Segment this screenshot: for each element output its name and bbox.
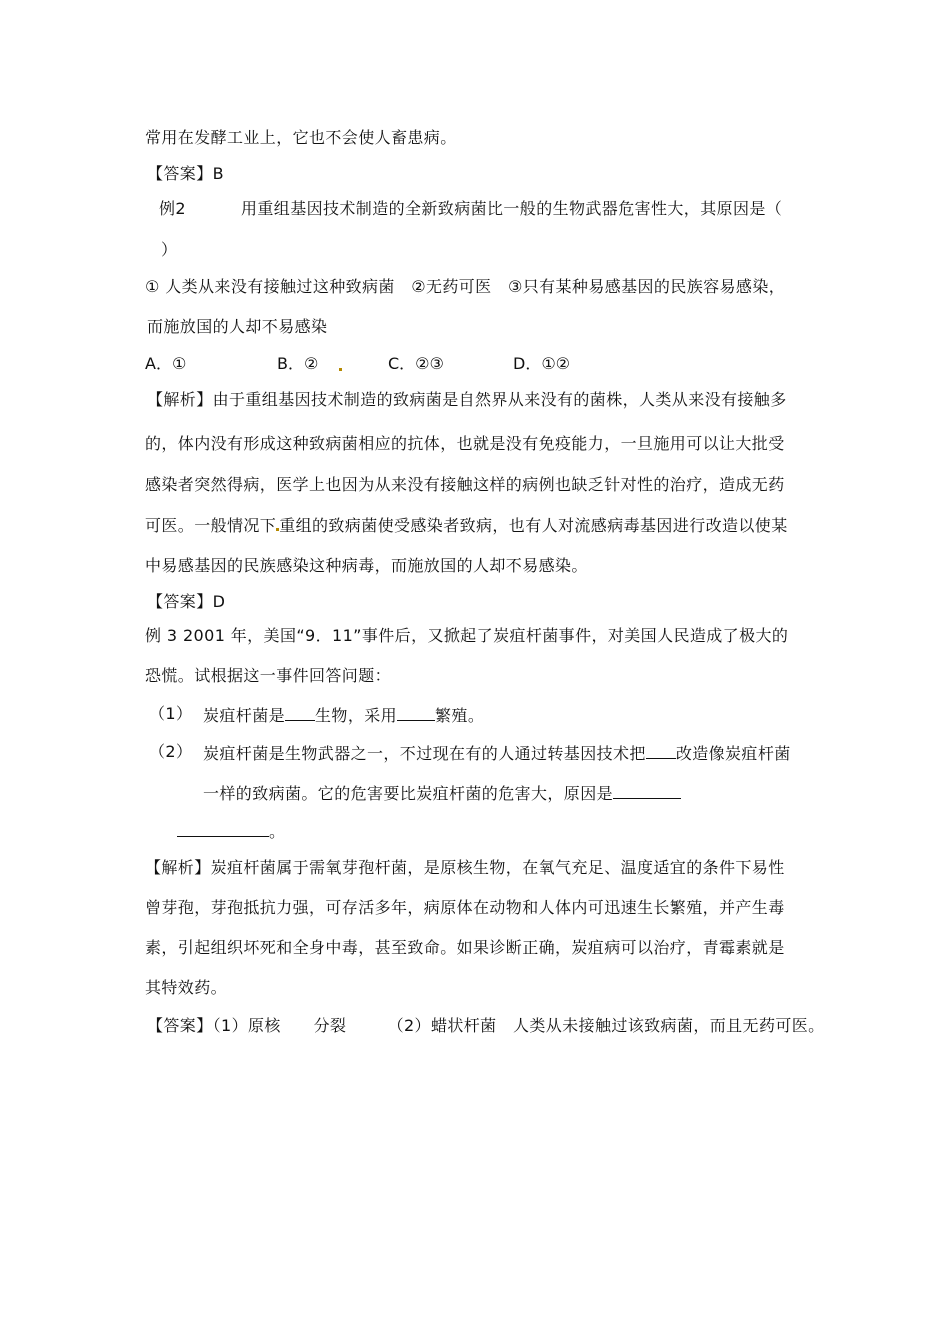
answer-blank[interactable] <box>397 704 435 721</box>
question-line <box>177 820 285 842</box>
analysis-line: 其特效药。 <box>145 978 228 997</box>
analysis-line: 的，体内没有形成这种致病菌相应的抗体，也就是没有免疫能力，一旦施用可以让大批受 <box>145 434 785 453</box>
answer-blank[interactable] <box>646 742 676 759</box>
option-d: D．①② <box>513 354 571 373</box>
question-text: 繁殖。 <box>435 706 485 725</box>
paragraph-line: 常用在发酵工业上，它也不会使人畜患病。 <box>145 128 457 147</box>
question-text: 炭疽杆菌是生物武器之一，不过现在有的人通过转基因技术把 <box>203 744 646 763</box>
question-text: 生物，采用 <box>315 706 398 725</box>
question-line <box>203 742 791 764</box>
question-stem-close: ） <box>161 240 178 259</box>
question-line <box>203 782 681 804</box>
answer-blank[interactable] <box>177 820 269 837</box>
example-line: 例 3 2001 年，美国“9．11”事件后，又掀起了炭疽杆菌事件，对美国人民造成了极大的 <box>145 626 789 645</box>
analysis-text: 重组的致病菌使受感染者致病，也有人对流感病毒基因进行改造以使某 <box>279 516 788 535</box>
analysis-line: 感染者突然得病，医学上也因为从来没有接触这样的病例也缺乏针对性的治疗，造成无药 <box>145 475 785 494</box>
example-line: 恐慌。试根据这一事件回答问题： <box>145 666 392 685</box>
analysis-line: 【解析】由于重组基因技术制造的致病菌是自然界从来没有的菌株，人类从来没有接触多 <box>147 390 787 409</box>
answer-line: 【答案】（1）原核 分裂 （2）蜡状杆菌 人类从未接触过该致病菌，而且无药可医。 <box>147 1016 825 1035</box>
question-number: （1） <box>149 704 193 723</box>
option-c: C．②③ <box>388 354 444 373</box>
analysis-line: 素，引起组织坏死和全身中毒，甚至致命。如果诊断正确，炭疽病可以治疗，青霉素就是 <box>145 938 785 957</box>
question-text: 炭疽杆菌是 <box>203 706 286 725</box>
question-line <box>203 704 484 726</box>
answer-line: 【答案】B <box>147 164 224 183</box>
dot-mark <box>339 368 342 371</box>
analysis-text: 可医。一般情况下 <box>145 516 277 535</box>
question-number: （2） <box>149 742 193 761</box>
choice-items-line: ① 人类从来没有接触过这种致病菌 ②无药可医 ③只有某种易感基因的民族容易感染， <box>145 277 786 296</box>
answer-blank[interactable] <box>613 782 681 799</box>
question-text: 。 <box>269 822 286 841</box>
option-a: A．① <box>145 354 187 373</box>
question-text: 改造像炭疽杆菌 <box>675 744 791 763</box>
option-b: B．② <box>277 354 319 373</box>
example-label: 例2 <box>159 199 186 218</box>
answer-blank[interactable] <box>285 704 315 721</box>
analysis-line: 【解析】炭疽杆菌属于需氧芽孢杆菌，是原核生物，在氧气充足、温度适宜的条件下易性 <box>145 858 785 877</box>
choice-items-line: 而施放国的人却不易感染 <box>147 317 328 336</box>
question-text: 一样的致病菌。它的危害要比炭疽杆菌的危害大，原因是 <box>203 784 614 803</box>
analysis-line: 曾芽孢，芽孢抵抗力强，可存活多年，病原体在动物和人体内可迅速生长繁殖，并产生毒 <box>145 898 785 917</box>
analysis-line: 中易感基因的民族感染这种病毒，而施放国的人却不易感染。 <box>145 556 588 575</box>
analysis-line <box>145 516 788 536</box>
answer-line: 【答案】D <box>147 592 226 611</box>
question-stem: 用重组基因技术制造的全新致病菌比一般的生物武器危害性大，其原因是（ <box>241 199 783 218</box>
